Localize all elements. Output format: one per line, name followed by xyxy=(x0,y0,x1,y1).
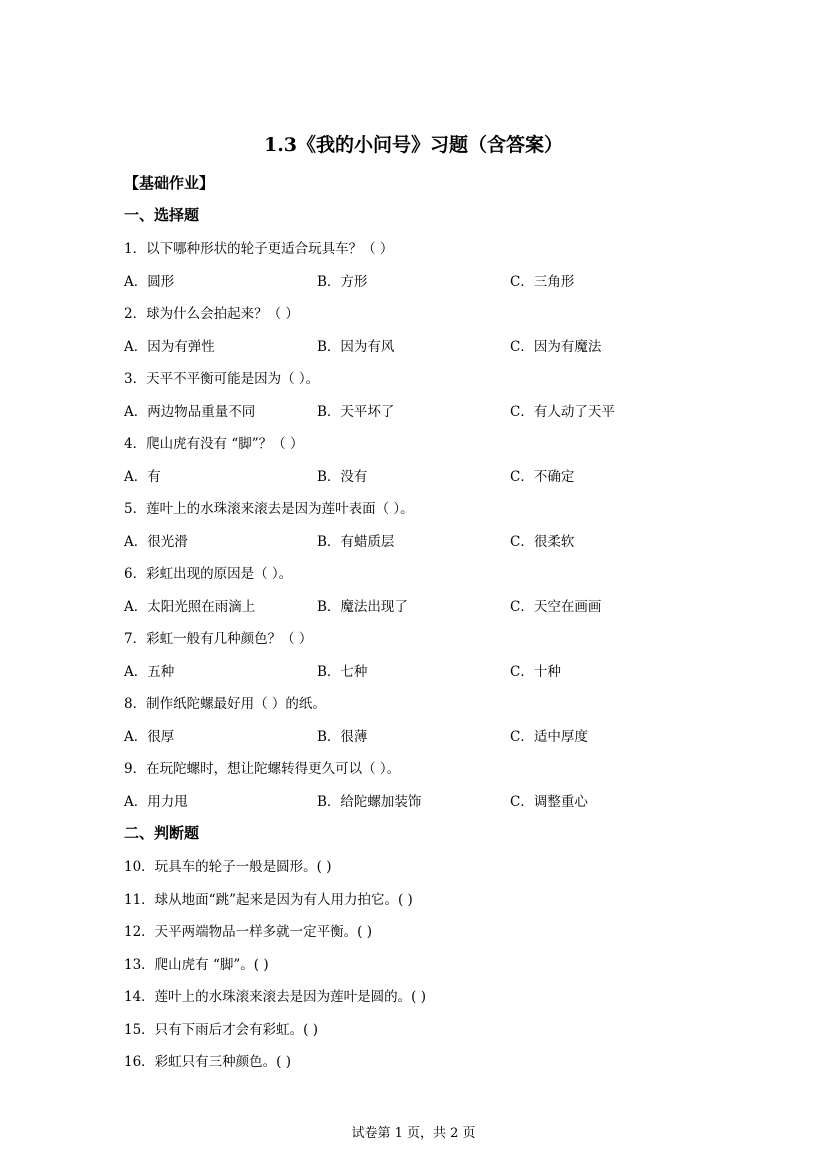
choice-option-b: B．很薄 xyxy=(317,729,368,745)
choice-question-text: 2．球为什么会拍起来？（ ） xyxy=(124,306,299,322)
choice-option-a: A．五种 xyxy=(124,664,175,680)
choice-option-a: A．很厚 xyxy=(124,729,175,745)
judge-question: 11．球从地面“跳”起来是因为有人用力拍它。( ) xyxy=(124,891,413,908)
choice-option-a: A．圆形 xyxy=(124,274,175,290)
judge-question: 10．玩具车的轮子一般是圆形。( ) xyxy=(124,859,332,875)
choice-option-a: A．用力甩 xyxy=(124,794,188,810)
choice-option-c: C．三角形 xyxy=(510,274,575,290)
choice-question-text: 3．天平不平衡可能是因为（ ）。 xyxy=(124,371,320,387)
choice-option-c: C．天空在画画 xyxy=(510,599,602,615)
choice-option-c: C．因为有魔法 xyxy=(510,339,602,355)
choice-option-b: B．因为有风 xyxy=(317,339,395,355)
section-judge-heading: 二、判断题 xyxy=(124,824,200,842)
judge-question: 12．天平两端物品一样多就一定平衡。( ) xyxy=(124,924,373,940)
choice-option-a: A．因为有弹性 xyxy=(124,339,215,355)
choice-option-b: B．魔法出现了 xyxy=(317,599,408,615)
choice-option-b: B．有蜡质层 xyxy=(317,534,395,550)
choice-option-b: B．没有 xyxy=(317,469,368,485)
judge-question: 14．莲叶上的水珠滚来滚去是因为莲叶是圆的。( ) xyxy=(124,989,427,1005)
choice-question-text: 4．爬山虎有没有 “脚”？（ ） xyxy=(124,436,304,452)
basic-homework-label: 【基础作业】 xyxy=(124,174,215,192)
judge-question: 16．彩虹只有三种颜色。( ) xyxy=(124,1054,292,1070)
choice-option-c: C．适中厚度 xyxy=(510,729,588,745)
choice-option-c: C．不确定 xyxy=(510,469,575,485)
choice-option-c: C．有人动了天平 xyxy=(510,404,615,420)
choice-option-c: C．很柔软 xyxy=(510,534,575,550)
choice-option-b: B．七种 xyxy=(317,664,368,680)
judge-question: 13．爬山虎有 “脚”。( ) xyxy=(124,956,269,973)
choice-option-a: A．两边物品重量不同 xyxy=(124,404,256,420)
judge-question: 15．只有下雨后才会有彩虹。( ) xyxy=(124,1021,319,1038)
choice-question-text: 1．以下哪种形状的轮子更适合玩具车？（ ） xyxy=(124,241,394,257)
choice-question-text: 5．莲叶上的水珠滚来滚去是因为莲叶表面（ ）。 xyxy=(124,501,414,517)
choice-option-c: C．调整重心 xyxy=(510,794,588,810)
choice-question-text: 6．彩虹出现的原因是（ ）。 xyxy=(124,566,293,582)
page-title: 1.3《我的小问号》习题（含答案） xyxy=(263,134,564,156)
choice-option-c: C．十种 xyxy=(510,664,561,680)
choice-option-a: A．太阳光照在雨滴上 xyxy=(124,599,256,615)
choice-option-b: B．方形 xyxy=(317,274,368,290)
section-choice-heading: 一、选择题 xyxy=(124,206,200,224)
choice-question-text: 8．制作纸陀螺最好用（ ）的纸。 xyxy=(124,696,326,712)
page-footer: 试卷第 1 页，共 2 页 xyxy=(351,1126,476,1141)
choice-option-b: B．天平坏了 xyxy=(317,404,395,420)
choice-option-a: A．很光滑 xyxy=(124,534,188,550)
choice-question-text: 7．彩虹一般有几种颜色？（ ） xyxy=(124,631,313,647)
choice-option-a: A．有 xyxy=(124,469,161,485)
choice-option-b: B．给陀螺加装饰 xyxy=(317,794,422,810)
choice-question-text: 9．在玩陀螺时，想让陀螺转得更久可以（ ）。 xyxy=(124,761,401,777)
